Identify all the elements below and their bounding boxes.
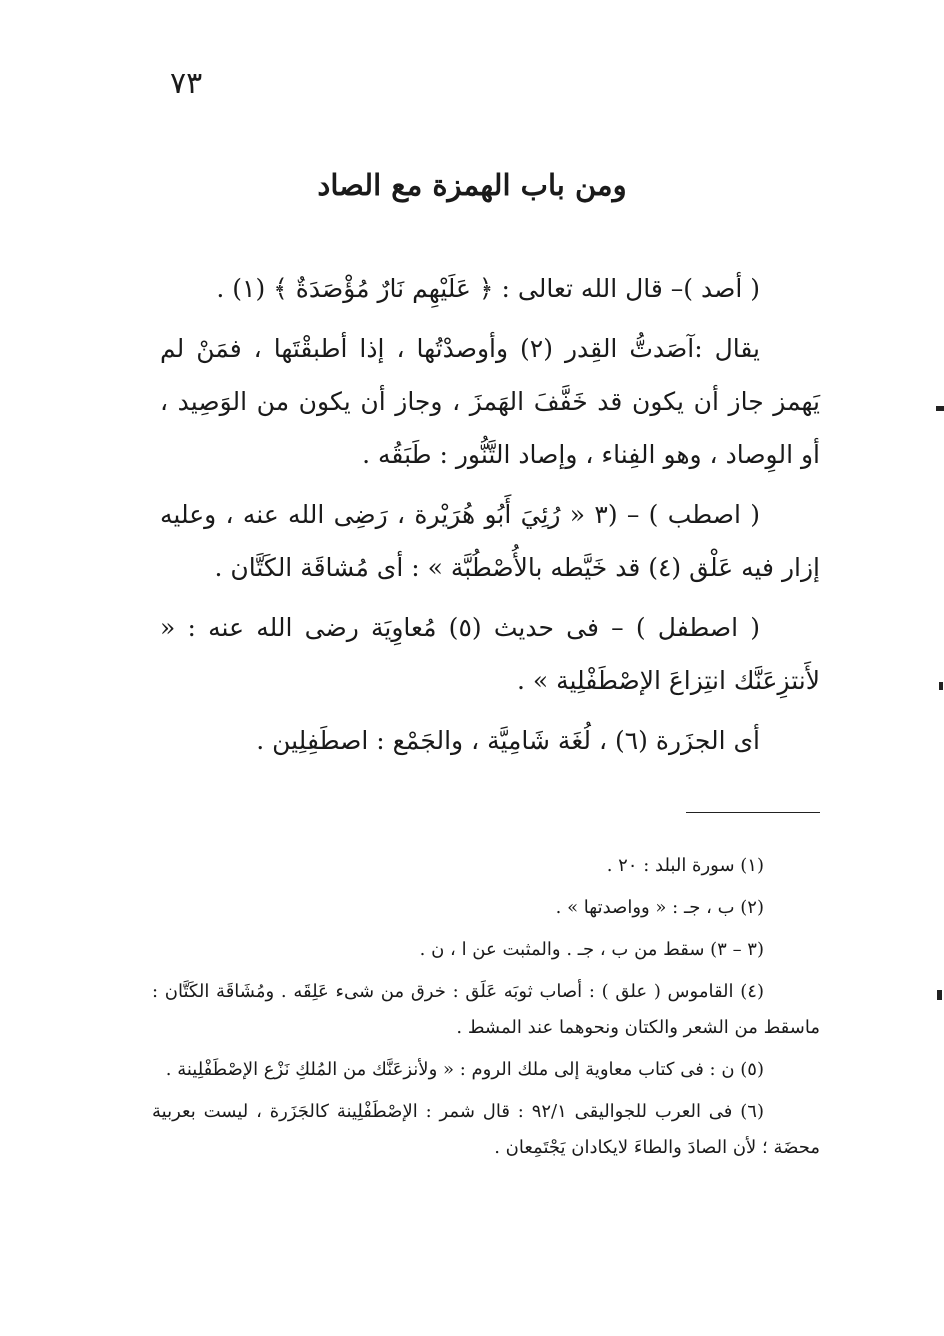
entry-istab — [160, 488, 820, 594]
entry-asad — [160, 262, 820, 315]
entry-asad-continuation — [160, 322, 820, 481]
body-text — [160, 262, 820, 774]
footnote-6 — [152, 1094, 820, 1166]
footnote-text: (٢) ب ، جـ : « وواصدتها » . — [555, 897, 764, 918]
chapter-title: ومن باب الهمزة مع الصاد — [317, 168, 627, 202]
scan-edge-mark — [937, 990, 942, 1000]
scan-edge-mark — [936, 406, 944, 411]
entry-text: ( اصطفل ) – فى حديث (٥) مُعاوِيَة رضى الله عنه : « لأَنتزِعَنَّك انتِزاعَ الإصْطَفْلِية » . — [160, 613, 820, 695]
footnote-text: (٦) فى العرب للجواليقى ٩٢/١ : قال شمر : الإصْطَفْلِينة كالجَزَرة ، ليست بعربية محضَة ؛ لأن الصادَ والطاءَ لايكادان يَجْتَمِعان . — [152, 1101, 820, 1158]
entry-text: يقال :آصَدتُّ القِدر (٢) وأوصدْتُها ، إذا أطبقْتَها ، فمَنْ لم يَهمز جاز أن يكون قد خَفَّفَ الهَمزَ ، وجاز أن يكون من الوَصِيد ، أو الوِصاد ، وهو الفِناء ، وإصاد التَّنُّور : طَبَقُه . — [160, 334, 820, 469]
footnote-text: (٣ – ٣) سقط من ب ، جـ . والمثبت عن ا ، ن . — [419, 939, 764, 960]
entry-istafal — [160, 601, 820, 707]
footnote-1 — [152, 848, 820, 884]
footnote-3 — [152, 932, 820, 968]
footnote-separator — [686, 812, 820, 813]
footnote-2 — [152, 890, 820, 926]
footnote-5 — [152, 1052, 820, 1088]
footnote-4 — [152, 974, 820, 1046]
entry-text: أى الجزَرة (٦) ، لُغَة شَامِيَّة ، والجَمْع : اصطَفِلِين . — [256, 726, 760, 755]
footnotes — [152, 848, 820, 1172]
entry-text: ( اصطب ) – (٣ « رُئِيَ أَبُو هُرَيْرة ، رَضِى الله عنه ، وعليه إزار فيه عَلْق (٤) قد خَيَّطه بالأُصْطُبَّة » : أى مُشاقَة الكَتَّان . — [160, 500, 820, 582]
page-number: ٧٣ — [170, 66, 203, 101]
entry-text: ( أصد )– قال الله تعالى : ﴿ عَلَيْهِم نَارٌ مُؤْصَدَةٌ ﴾ (١) . — [216, 274, 760, 303]
footnote-text: (٤) القاموس ( علق ) : أصاب ثوبَه عَلَق : خرق من شىء عَلِقَه . ومُشَاقَة الكَتَّان : ماسقط من الشعر والكتان ونحوهما عند المشط . — [152, 981, 820, 1038]
footnote-text: (٥) ن : فى كتاب معاوية إلى ملك الروم : « ولأنزعَنَّك من المُلكِ نَزْع الإصْطَفْلِينة . — [165, 1059, 764, 1080]
entry-istafal-continuation — [160, 714, 820, 767]
scan-edge-mark — [939, 682, 943, 690]
footnote-text: (١) سورة البلد : ٢٠ . — [606, 855, 764, 876]
